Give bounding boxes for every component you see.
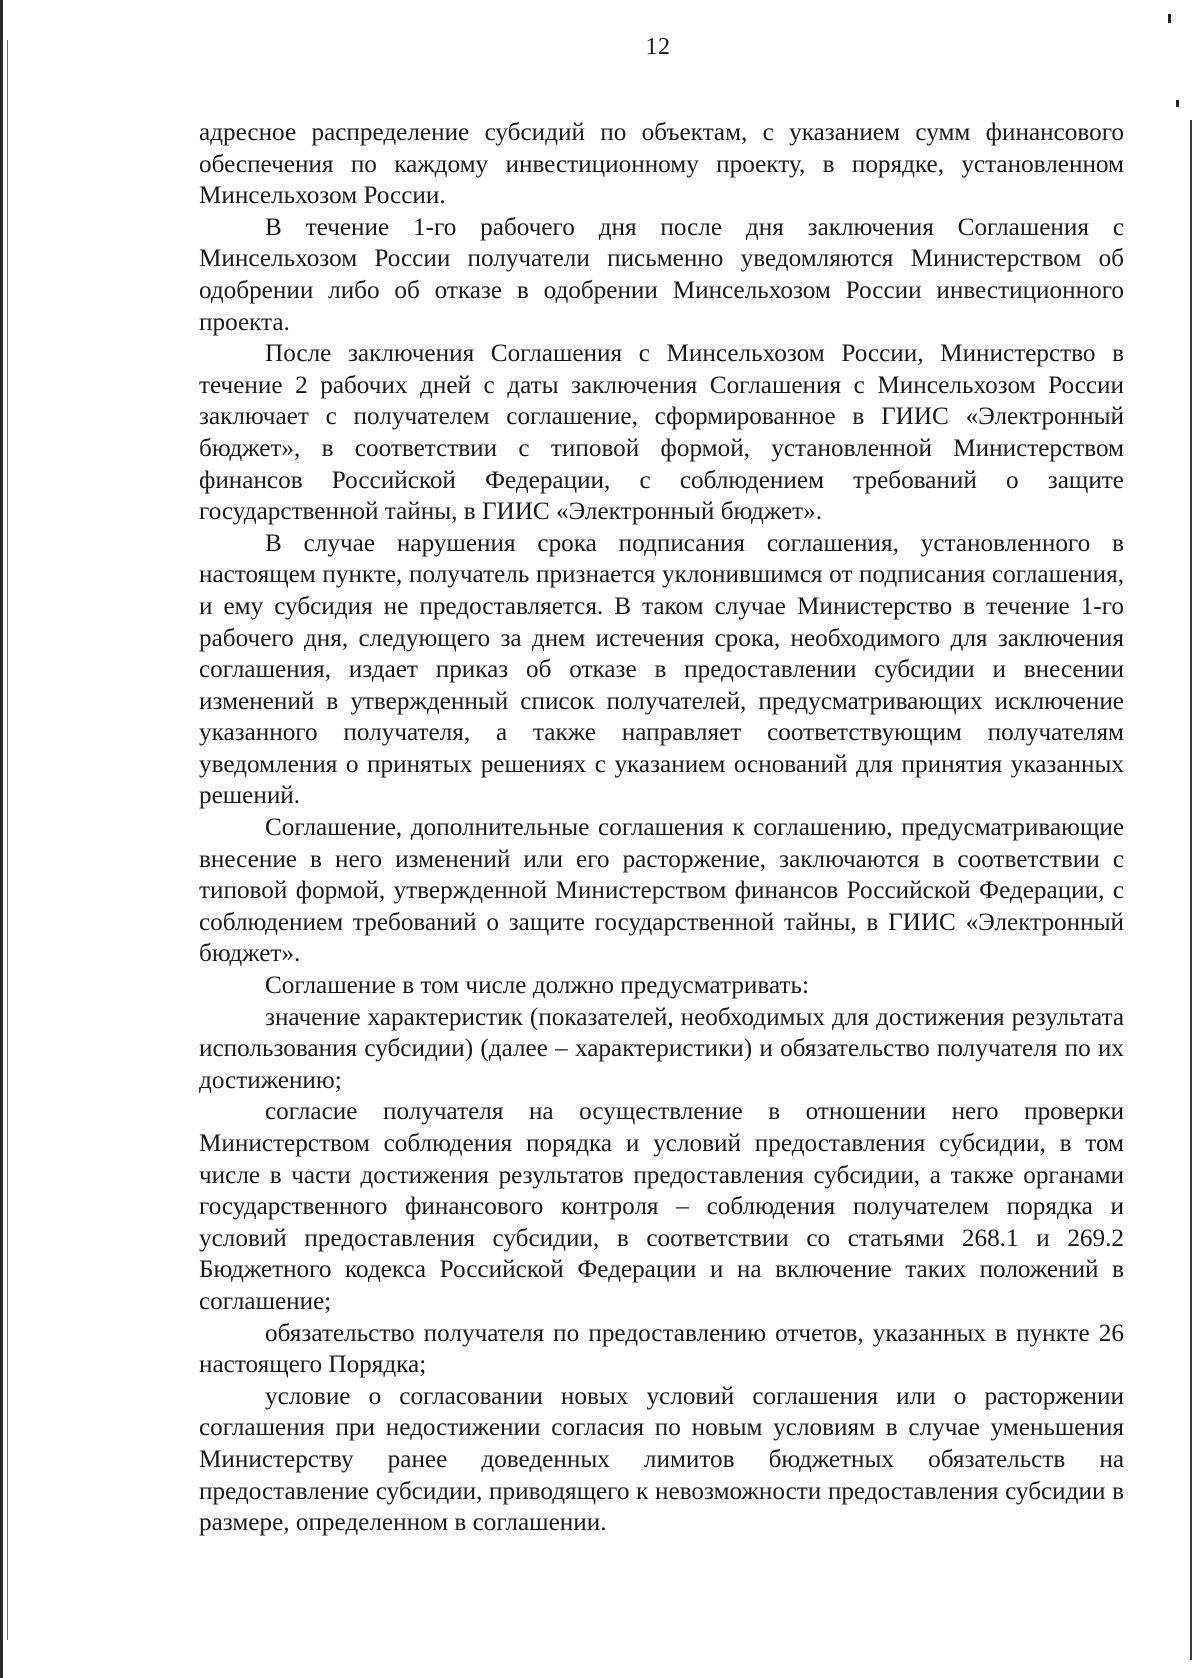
paragraph-new-conditions: условие о согласовании новых условий соглашения или о расторжении соглашения при недостижении согласия по новым условиям в случае уменьшения Министерству ранее доведенных лимитов бюджетных обязательств на предоставление субсидии, приводящего к невозможности предоставления субсидии в размере, определенном в соглашении. xyxy=(199,1382,1124,1537)
scan-edge-left-inner xyxy=(7,40,8,1640)
paragraph-agreement-provisions-intro: Соглашение в том числе должно предусматривать: xyxy=(265,972,809,1000)
scan-edge-left xyxy=(0,0,3,1678)
paragraph-reports-obligation: обязательство получателя по предоставлению отчетов, указанных в пункте 26 настоящего Порядка; xyxy=(199,1319,1124,1379)
paragraph-characteristics: значение характеристик (показателей, необходимых для достижения результата использования субсидии) (далее – характеристики) и обязательство получателя по их достижению; xyxy=(199,1003,1124,1094)
page-number: 12 xyxy=(645,34,671,60)
document-body xyxy=(199,117,1124,1539)
paragraph-consent-inspection: согласие получателя на осуществление в отношении него проверки Министерством соблюдения порядка и условий предоставления субсидии, в том числе в части достижения результатов предоставления субсидии, а также органами государственного финансового контроля – соблюдения получателем порядка и условий предоставления субсидии, в соответствии со статьями 268.1 и 269.2 Бюджетного кодекса Российской Федерации и на включение таких положений в соглашение; xyxy=(199,1098,1124,1315)
scan-edge-right xyxy=(1190,120,1192,1660)
scan-speck xyxy=(1168,14,1171,23)
paragraph-signing-violation: В случае нарушения срока подписания соглашения, установленного в настоящем пункте, получатель признается уклонившимся от подписания соглашения, и ему субсидия не предоставляется. В таком случае Министерство в течение 1-го рабочего дня, следующего за днем истечения срока, необходимого для заключения соглашения, издает приказ об отказе в предоставлении субсидии и внесении изменений в утвержденный список получателей, предусматривающих исключение указанного получателя, а также направляет соответствующим получателям уведомления о принятых решениях с указанием оснований для принятия указанных решений. xyxy=(199,529,1124,810)
scan-speck xyxy=(1176,100,1179,107)
paragraph-address-distribution: адресное распределение субсидий по объектам, с указанием сумм финансового обеспечения по каждому инвестиционному проекту, в порядке, установленном Минсельхозом России. xyxy=(199,119,1124,210)
paragraph-agreement-conclusion: После заключения Соглашения с Минсельхозом России, Министерство в течение 2 рабочих дней с даты заключения Соглашения с Минсельхозом России заключает с получателем соглашение, сформированное в ГИИС «Электронный бюджет», в соответствии с типовой формой, установленной Министерством финансов Российской Федерации, с соблюдением требований о защите государственной тайны, в ГИИС «Электронный бюджет». xyxy=(199,340,1124,526)
paragraph-notification: В течение 1-го рабочего дня после дня заключения Соглашения с Минсельхозом России получатели письменно уведомляются Министерством об одобрении либо об отказе в одобрении Минсельхозом России инвестиционного проекта. xyxy=(199,213,1124,336)
paragraph-additional-agreements: Соглашение, дополнительные соглашения к соглашению, предусматривающие внесение в него изменений или его расторжение, заключаются в соответствии с типовой формой, утвержденной Министерством финансов Российской Федерации, с соблюдением требований о защите государственной тайны, в ГИИС «Электронный бюджет». xyxy=(199,814,1124,968)
